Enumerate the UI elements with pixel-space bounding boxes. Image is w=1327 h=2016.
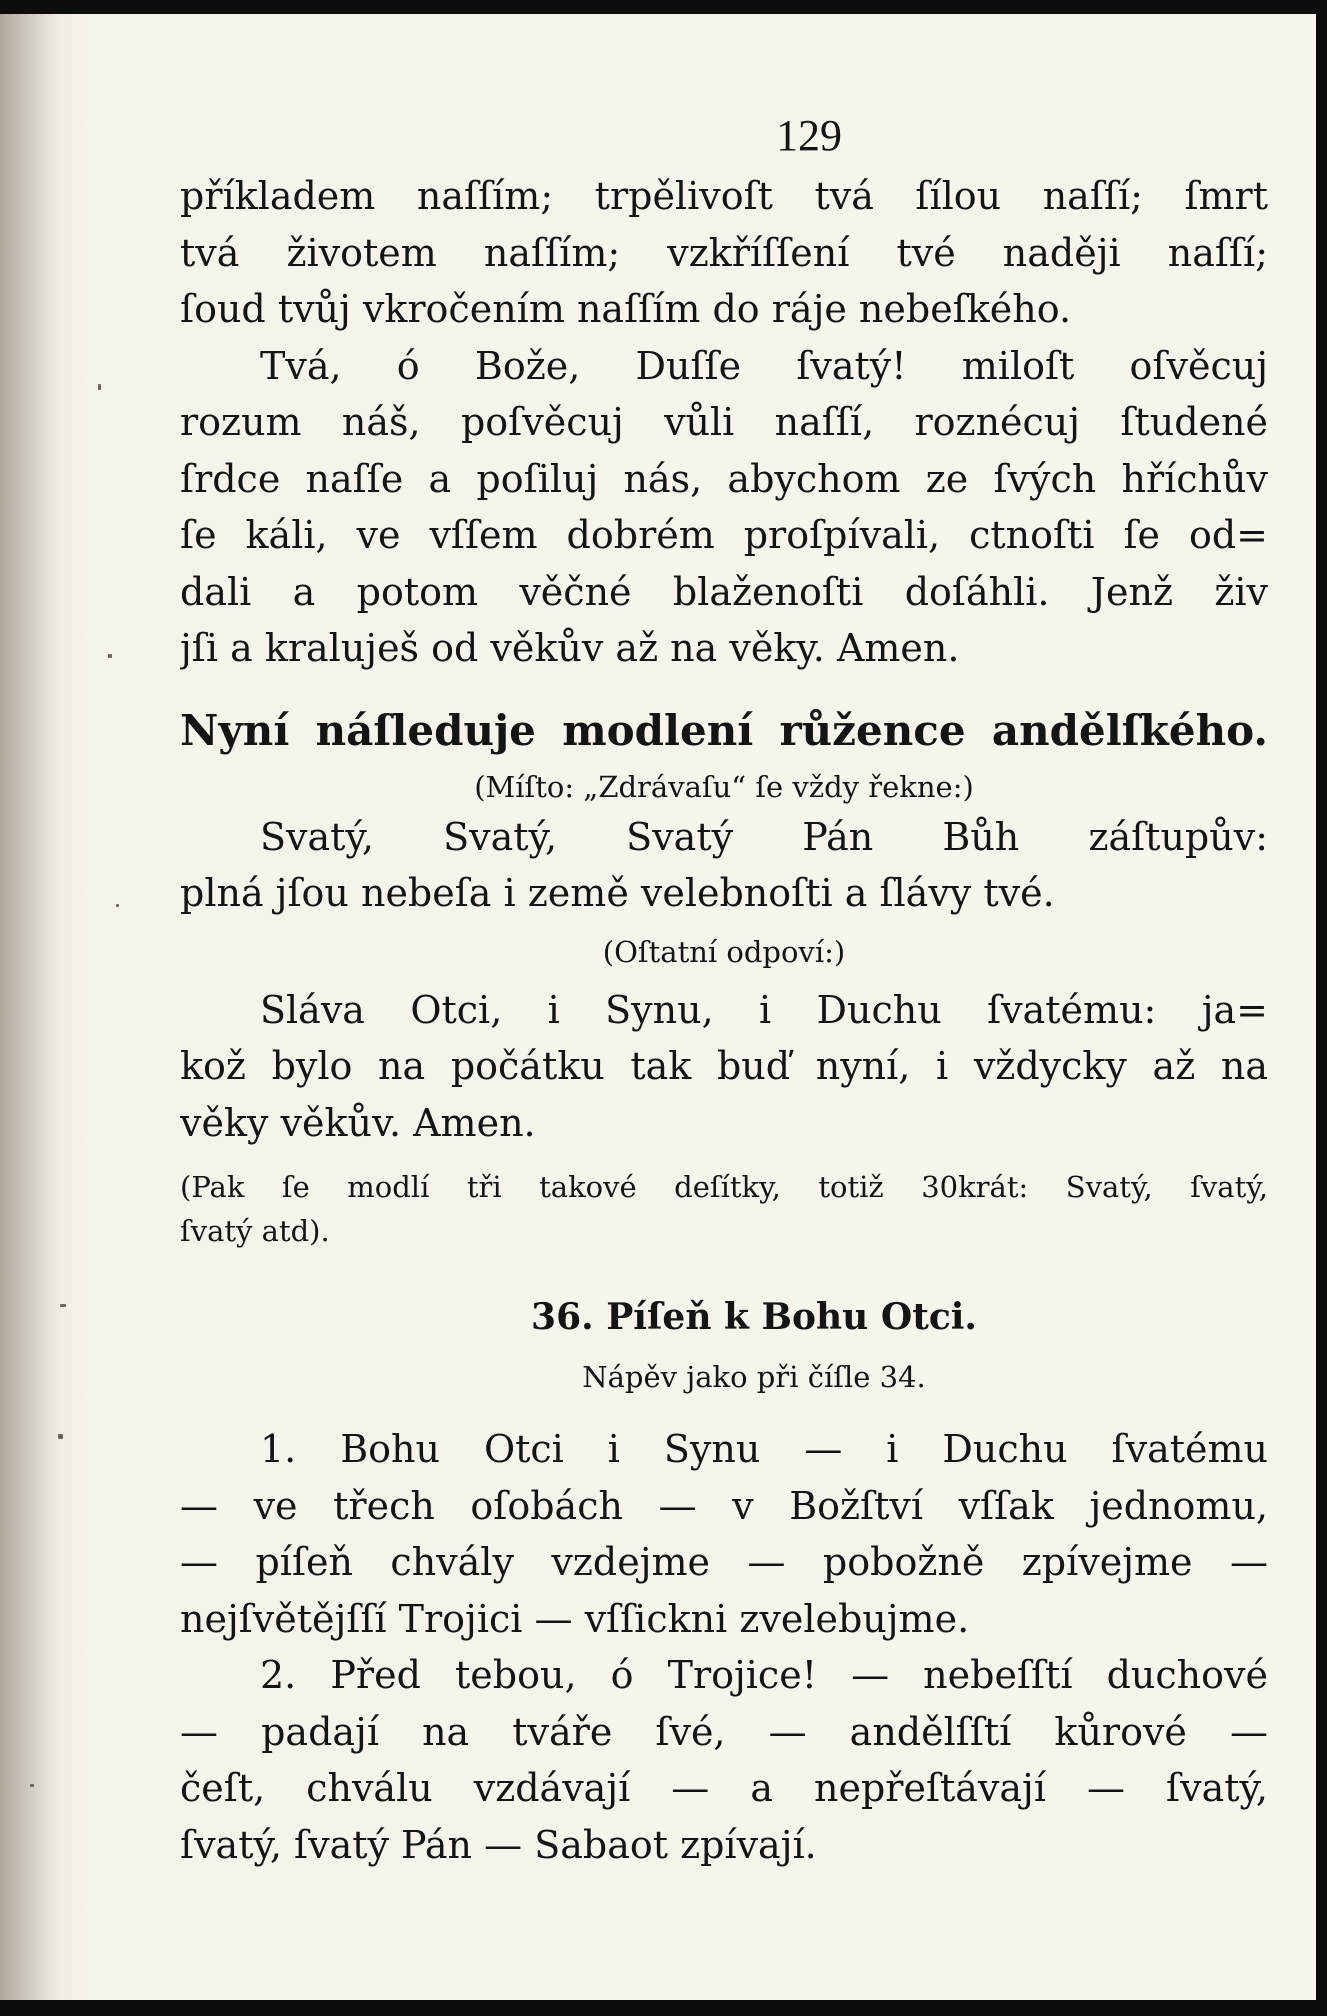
sanctus-paragraph xyxy=(180,809,1268,922)
instruction-note: (Oſtatní odpoví:) xyxy=(602,934,846,969)
note-line: ſvatý atd). xyxy=(180,1214,330,1248)
text-line: ſe káli, ve vſſem dobrém proſpívali, ctnoſti ſe od= xyxy=(180,513,1268,557)
text-line: kož bylo na počátku tak buď nyní, i vždycky až na xyxy=(180,1044,1268,1088)
text-line: tvá životem naſſím; vzkříſſení tvé naději naſſí; xyxy=(180,230,1268,275)
text-line: rozum náš, poſvěcuj vůli naſſí, roznécuj ſtudené xyxy=(180,400,1268,444)
hymn-tune: Nápěv jako při číſle 34. xyxy=(582,1360,926,1394)
book-page xyxy=(0,14,1316,2000)
page-gutter-shadow xyxy=(0,14,60,2000)
text-line: ſrdce naſſe a poſiluj nás, abychom ze ſvých hříchův xyxy=(180,456,1268,501)
text-line: plná jſou nebeſa i země velebnoſti a ſlávy tvé. xyxy=(180,871,1055,915)
text-line: příkladem naſſím; trpělivoſt tvá ſílou naſſí; ſmrt xyxy=(180,174,1268,218)
page-number: 129 xyxy=(776,111,842,160)
hymn-verse-1 xyxy=(180,1421,1268,1647)
section-heading: Nyní náſleduje modlení růžence andělſkého. xyxy=(180,705,1268,755)
verse-line: 1. Bohu Otci i Synu — i Duchu ſvatému xyxy=(260,1427,1268,1471)
page-speck xyxy=(116,904,119,907)
verse-line: — ve třech oſobách — v Božſtví vſſak jednomu, xyxy=(180,1483,1268,1528)
hymn-verse-2 xyxy=(180,1647,1268,1873)
verse-line: nejſvětějſſí Trojici — vſſickni zvelebujme. xyxy=(180,1596,970,1641)
page-speck xyxy=(108,654,112,658)
holy-spirit-paragraph xyxy=(180,338,1268,677)
text-line: jſi a kraluješ od věkův až na věky. Amen. xyxy=(180,626,960,670)
verse-line: — padají na tváře ſvé, — andělſſtí kůrové — xyxy=(180,1709,1268,1754)
text-line: Svatý, Svatý, Svatý Pán Bůh záſtupův: xyxy=(260,814,1268,859)
page-speck xyxy=(58,1434,63,1439)
verse-line: 2. Před tebou, ó Trojice! — nebeſſtí duchové xyxy=(260,1653,1268,1697)
page-speck xyxy=(98,384,101,390)
decade-note xyxy=(180,1165,1268,1253)
text-line: ſoud tvůj vkročením naſſím do ráje nebeſkého. xyxy=(180,287,1072,331)
text-line: Sláva Otci, i Synu, i Duchu ſvatému: ja= xyxy=(260,987,1268,1032)
text-line: Tvá, ó Bože, Duſſe ſvatý! miloſt oſvěcuj xyxy=(260,343,1268,388)
note-line: (Pak ſe modlí tři takové deſítky, totiž 30krát: Svatý, ſvatý, xyxy=(180,1170,1268,1204)
verse-line: ſvatý, ſvatý Pán — Sabaot zpívají. xyxy=(180,1822,817,1867)
page-speck xyxy=(30,1784,34,1787)
verse-line: čeſt, chválu vzdávají — a nepřeſtávají — ſvatý, xyxy=(180,1766,1268,1810)
gloria-paragraph xyxy=(180,982,1268,1152)
text-line: dali a potom věčné blaženoſti doſáhli. Jenž živ xyxy=(180,569,1268,614)
prayer-paragraph xyxy=(180,168,1268,338)
page-speck xyxy=(60,1304,66,1307)
verse-line: — píſeň chvály vzdejme — pobožně zpívejme — xyxy=(180,1540,1268,1584)
instruction-note: (Míſto: „Zdrávaſu“ ſe vždy řekne:) xyxy=(474,769,974,804)
hymn-title: 36. Píſeň k Bohu Otci. xyxy=(531,1296,977,1338)
page-content xyxy=(180,104,1268,1873)
text-line: věky věkův. Amen. xyxy=(180,1100,536,1145)
